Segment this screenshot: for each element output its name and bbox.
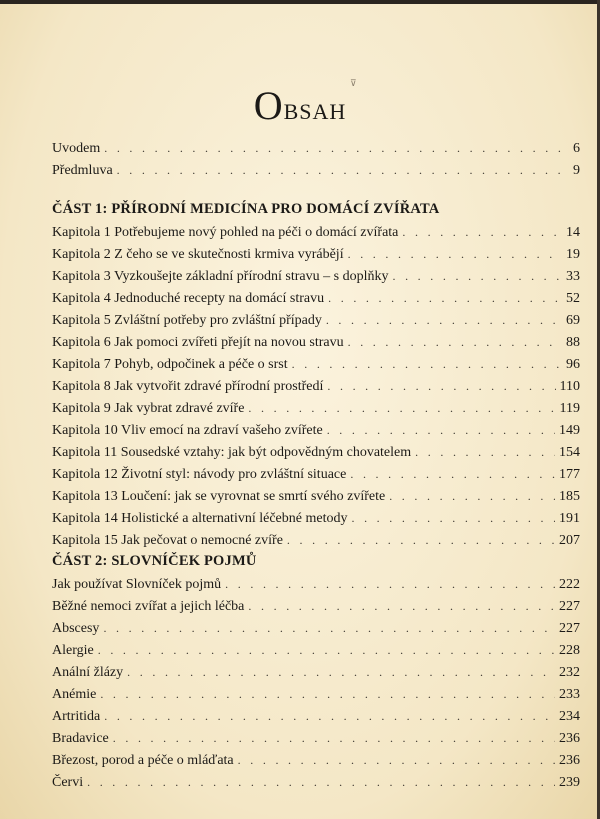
toc-entry-page: 233 xyxy=(559,687,580,702)
toc-entry-page: 227 xyxy=(559,599,580,614)
toc-entry[interactable] xyxy=(52,771,580,793)
toc-entry-page: 149 xyxy=(559,423,580,438)
toc-entry-title: Březost, porod a péče o mláďata xyxy=(52,753,234,768)
toc-entry-title: Kapitola 10 Vliv emocí na zdraví vašeho zvířete xyxy=(52,423,323,438)
leader-dots xyxy=(100,683,555,705)
leader-dots xyxy=(113,727,555,749)
leader-dots xyxy=(392,265,562,287)
toc-entry-title: Kapitola 5 Zvláštní potřeby pro zvláštní případy xyxy=(52,313,322,328)
toc-entry-title: Kapitola 11 Sousedské vztahy: jak být odpovědným chovatelem xyxy=(52,445,412,460)
title-rest: bsah xyxy=(283,90,347,126)
toc-entry-page: 96 xyxy=(566,357,580,372)
toc-entry-title: Kapitola 7 Pohyb, odpočinek a péče o srst xyxy=(52,357,288,372)
toc-entry-page: 228 xyxy=(559,643,580,658)
section-heading[interactable]: ČÁST 2: SLOVNÍČEK POJMŮ xyxy=(52,553,257,569)
page-title xyxy=(0,82,600,129)
leader-dots xyxy=(351,507,555,529)
leader-dots xyxy=(287,529,555,551)
toc-entry[interactable] xyxy=(52,441,580,463)
toc-entry-title: Kapitola 9 Jak vybrat zdravé zvíře xyxy=(52,401,245,416)
leader-dots xyxy=(248,595,555,617)
toc-entry-page: 14 xyxy=(566,225,580,240)
toc-entry-title: Červi xyxy=(52,775,84,790)
toc-entry-title: Kapitola 14 Holistické a alternativní léčebné metody xyxy=(52,511,348,526)
leader-dots xyxy=(104,705,555,727)
toc-entry[interactable] xyxy=(52,529,580,551)
toc-entry[interactable] xyxy=(52,485,580,507)
toc-entry-title: Kapitola 1 Potřebujeme nový pohled na péči o domácí zvířata xyxy=(52,225,399,240)
leader-dots xyxy=(348,243,562,265)
toc-entry[interactable] xyxy=(52,573,580,595)
toc-entry[interactable] xyxy=(52,683,580,705)
toc-entry[interactable] xyxy=(52,243,580,265)
leader-dots xyxy=(87,771,555,793)
toc-entry-page: 69 xyxy=(566,313,580,328)
leader-dots xyxy=(104,137,569,159)
section-heading[interactable]: ČÁST 1: PŘÍRODNÍ MEDICÍNA PRO DOMÁCÍ ZVÍŘATA xyxy=(52,201,440,217)
toc-entry-page: 177 xyxy=(559,467,580,482)
toc-entry[interactable] xyxy=(52,137,580,159)
toc-entry-page: 154 xyxy=(559,445,580,460)
toc-entry-title: Uvodem xyxy=(52,141,101,156)
leader-dots xyxy=(327,419,555,441)
leader-dots xyxy=(415,441,555,463)
toc-entry-page: 110 xyxy=(559,379,580,394)
toc-entry-title: Kapitola 3 Vyzkoušejte základní přírodní stravu – s doplňky xyxy=(52,269,389,284)
toc-entry-page: 227 xyxy=(559,621,580,636)
toc-entry-title: Kapitola 2 Z čeho se ve skutečnosti krmiva vyrábějí xyxy=(52,247,344,262)
toc-entry[interactable] xyxy=(52,331,580,353)
leader-dots xyxy=(292,353,562,375)
toc-part2 xyxy=(52,549,580,793)
toc-entry-page: 236 xyxy=(559,753,580,768)
toc-entry-page: 6 xyxy=(573,141,580,156)
toc-part1 xyxy=(52,197,580,551)
toc-entry-title: Anální žlázy xyxy=(52,665,124,680)
toc-entry-title: Kapitola 15 Jak pečovat o nemocné zvíře xyxy=(52,533,283,548)
toc-entry-title: Předmluva xyxy=(52,163,113,178)
toc-entry-title: Abscesy xyxy=(52,621,100,636)
toc-entry[interactable] xyxy=(52,617,580,639)
toc-entry[interactable] xyxy=(52,463,580,485)
toc-entry[interactable] xyxy=(52,353,580,375)
toc-entry-page: 232 xyxy=(559,665,580,680)
toc-entry[interactable] xyxy=(52,287,580,309)
leader-dots xyxy=(127,661,555,683)
leader-dots xyxy=(225,573,555,595)
scan-edge-top xyxy=(0,0,600,4)
toc-entry-title: Běžné nemoci zvířat a jejich léčba xyxy=(52,599,245,614)
leader-dots xyxy=(348,331,562,353)
leader-dots xyxy=(103,617,555,639)
toc-entry-page: 9 xyxy=(573,163,580,178)
toc-entry[interactable] xyxy=(52,375,580,397)
toc-entry-page: 19 xyxy=(566,247,580,262)
leader-dots xyxy=(326,309,562,331)
leader-dots xyxy=(248,397,555,419)
title-first-letter: O xyxy=(253,83,284,128)
leader-dots xyxy=(328,287,562,309)
toc-entry-title: Kapitola 8 Jak vytvořit zdravé přírodní prostředí xyxy=(52,379,324,394)
toc-entry[interactable] xyxy=(52,507,580,529)
leader-dots xyxy=(98,639,555,661)
toc-entry[interactable] xyxy=(52,727,580,749)
toc-entry[interactable] xyxy=(52,705,580,727)
toc-entry[interactable] xyxy=(52,419,580,441)
toc-entry-page: 52 xyxy=(566,291,580,306)
leader-dots xyxy=(117,159,569,181)
toc-entry-title: Artritida xyxy=(52,709,101,724)
toc-entry[interactable] xyxy=(52,639,580,661)
toc-entry[interactable] xyxy=(52,159,580,181)
toc-entry[interactable] xyxy=(52,661,580,683)
toc-entry-page: 119 xyxy=(559,401,580,416)
toc-entry[interactable] xyxy=(52,595,580,617)
toc-entry-page: 239 xyxy=(559,775,580,790)
toc-entry-page: 234 xyxy=(559,709,580,724)
leader-dots xyxy=(389,485,555,507)
toc-entry-page: 222 xyxy=(559,577,580,592)
toc-entry[interactable] xyxy=(52,749,580,771)
toc-entry[interactable] xyxy=(52,309,580,331)
toc-entry-title: Kapitola 6 Jak pomoci zvířeti přejít na novou stravu xyxy=(52,335,344,350)
toc-entry-title: Alergie xyxy=(52,643,94,658)
toc-entry-title: Bradavice xyxy=(52,731,109,746)
leader-dots xyxy=(238,749,555,771)
toc-intro xyxy=(52,137,580,181)
toc-entry-page: 207 xyxy=(559,533,580,548)
toc-entry-title: Kapitola 13 Loučení: jak se vyrovnat se smrtí svého zvířete xyxy=(52,489,386,504)
toc-entry-page: 191 xyxy=(559,511,580,526)
leader-dots xyxy=(402,221,562,243)
toc-entry-page: 236 xyxy=(559,731,580,746)
toc-entry[interactable] xyxy=(52,397,580,419)
toc-entry-page: 33 xyxy=(566,269,580,284)
corner-mark: ⊽ xyxy=(350,78,357,88)
toc-entry-page: 185 xyxy=(559,489,580,504)
toc-entry-title: Anémie xyxy=(52,687,97,702)
toc-entry-title: Jak používat Slovníček pojmů xyxy=(52,577,222,592)
toc-entry[interactable] xyxy=(52,265,580,287)
toc-entry[interactable] xyxy=(52,221,580,243)
leader-dots xyxy=(327,375,555,397)
toc-entry-page: 88 xyxy=(566,335,580,350)
leader-dots xyxy=(350,463,555,485)
toc-entry-title: Kapitola 12 Životní styl: návody pro zvláštní situace xyxy=(52,467,347,482)
toc-entry-title: Kapitola 4 Jednoduché recepty na domácí stravu xyxy=(52,291,325,306)
